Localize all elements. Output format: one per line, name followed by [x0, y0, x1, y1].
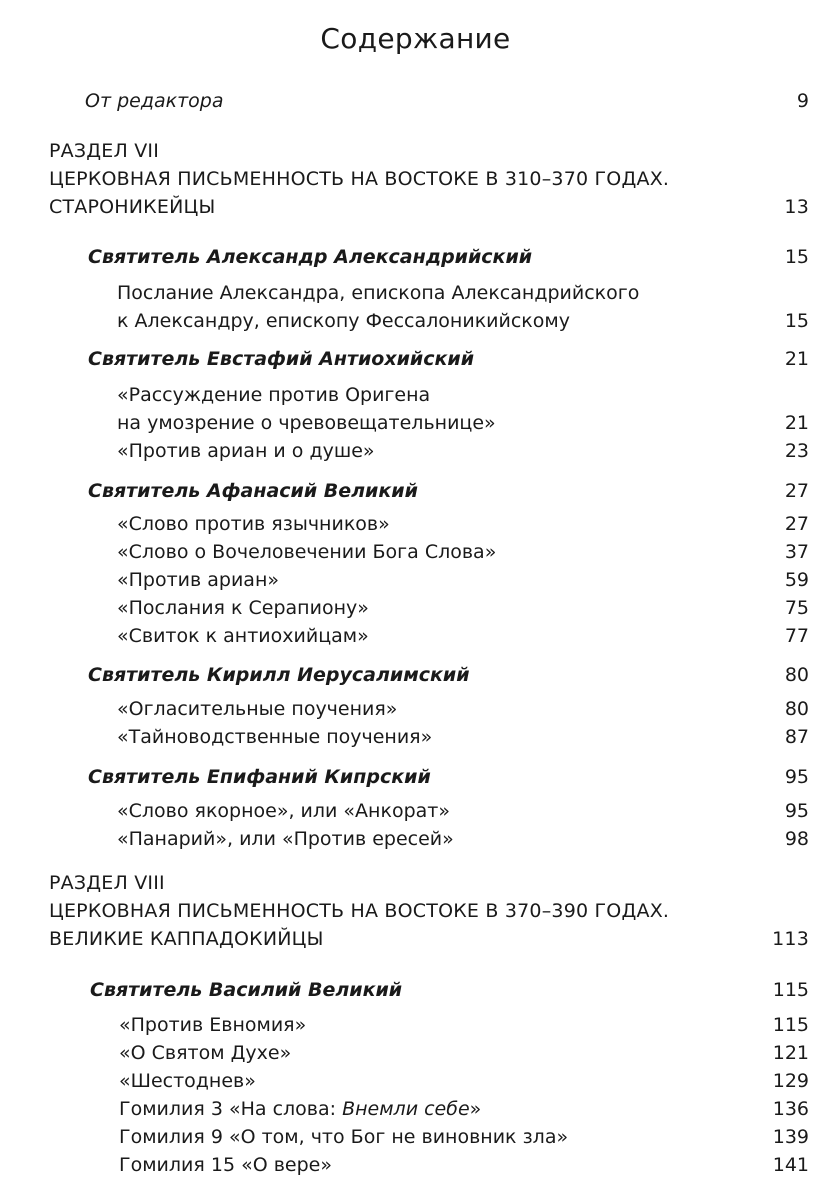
page-number: 23	[784, 440, 809, 462]
page-number: 87	[784, 726, 809, 748]
toc-work[interactable]: «Шестоднев» 129	[0, 1066, 831, 1096]
page-number: 9	[796, 90, 809, 112]
entry-text: Гомилия 3 «На слова: Внемли себе»	[119, 1098, 482, 1120]
toc-work[interactable]	[0, 1094, 831, 1124]
toc-work[interactable]: «Свиток к антиохийцам» 77	[0, 621, 831, 651]
page-number: 121	[772, 1042, 809, 1064]
page-number: 80	[784, 664, 809, 686]
page-number: 27	[784, 513, 809, 535]
toc-work[interactable]: на умозрение о чревовещательнице» 21	[0, 408, 831, 438]
section-label: РАЗДЕЛ VII	[49, 140, 160, 162]
toc-work[interactable]: «Огласительные поучения» 80	[0, 694, 831, 724]
toc-author[interactable]	[0, 242, 831, 272]
page-title: Содержание	[320, 22, 511, 55]
page-number: 136	[772, 1098, 809, 1120]
toc-work[interactable]: «Против ариан и о душе» 23	[0, 436, 831, 466]
page-number: 21	[784, 348, 809, 370]
toc-work[interactable]: «Против Евномия» 115	[0, 1010, 831, 1040]
author-name: Святитель Александр Александрийский	[88, 246, 533, 268]
toc-work[interactable]: Гомилия 9 «О том, что Бог не виновник зла» 139	[0, 1122, 831, 1152]
page-number: 75	[784, 597, 809, 619]
page-number: 27	[784, 480, 809, 502]
author-name: Святитель Афанасий Великий	[88, 480, 418, 502]
section-title: ЦЕРКОВНАЯ ПИСЬМЕННОСТЬ НА ВОСТОКЕ В 310–370 ГОДАХ.	[49, 168, 670, 190]
page-number: 15	[784, 310, 809, 332]
toc-work[interactable]: «Слово против язычников» 27	[0, 509, 831, 539]
toc-author[interactable]	[0, 476, 831, 506]
toc-author[interactable]	[0, 344, 831, 374]
page-number: 113	[772, 928, 809, 950]
toc-entry-editor[interactable]	[0, 86, 831, 116]
page-number: 129	[772, 1070, 809, 1092]
page-number: 80	[784, 698, 809, 720]
page-number: 98	[784, 828, 809, 850]
page-number: 139	[772, 1126, 809, 1148]
section-title-end[interactable]: СТАРОНИКЕЙЦЫ 13	[0, 192, 831, 222]
toc-work[interactable]: к Александру, епископу Фессалоникийскому 15	[0, 306, 831, 336]
page-number: 141	[772, 1154, 809, 1176]
page-number: 95	[784, 766, 809, 788]
toc-work[interactable]: «Панарий», или «Против ересей» 98	[0, 824, 831, 854]
toc-author[interactable]	[0, 660, 831, 690]
toc-work: Послание Александра, епископа Александрийского	[117, 282, 640, 304]
page-number: 115	[772, 1014, 809, 1036]
page-number: 13	[784, 196, 809, 218]
page-number: 37	[784, 541, 809, 563]
toc-work: «Рассуждение против Оригена	[117, 384, 431, 406]
toc-work[interactable]: «Слово якорное», или «Анкорат» 95	[0, 796, 831, 826]
page-number: 115	[772, 979, 809, 1001]
toc-work[interactable]: «Тайноводственные поучения» 87	[0, 722, 831, 752]
page-number: 77	[784, 625, 809, 647]
toc-author[interactable]	[0, 975, 831, 1005]
page-number: 21	[784, 412, 809, 434]
author-name: Святитель Епифаний Кипрский	[88, 766, 431, 788]
toc-work[interactable]: «Против ариан» 59	[0, 565, 831, 595]
toc-work[interactable]: Гомилия 15 «О вере» 141	[0, 1150, 831, 1180]
toc-author[interactable]	[0, 762, 831, 792]
toc-work[interactable]: «О Святом Духе» 121	[0, 1038, 831, 1068]
author-name: Святитель Кирилл Иерусалимский	[88, 664, 470, 686]
author-name: Святитель Евстафий Антиохийский	[88, 348, 475, 370]
page-number: 59	[784, 569, 809, 591]
entry-text: От редактора	[85, 90, 224, 112]
page-number: 95	[784, 800, 809, 822]
toc-work[interactable]: «Слово о Вочеловечении Бога Слова» 37	[0, 537, 831, 567]
page-number: 15	[784, 246, 809, 268]
section-label: РАЗДЕЛ VIII	[49, 872, 165, 894]
section-title-end[interactable]: ВЕЛИКИЕ КАППАДОКИЙЦЫ 113	[0, 924, 831, 954]
author-name: Святитель Василий Великий	[90, 979, 403, 1001]
section-title: ЦЕРКОВНАЯ ПИСЬМЕННОСТЬ НА ВОСТОКЕ В 370–390 ГОДАХ.	[49, 900, 670, 922]
toc-work[interactable]: «Послания к Серапиону» 75	[0, 593, 831, 623]
